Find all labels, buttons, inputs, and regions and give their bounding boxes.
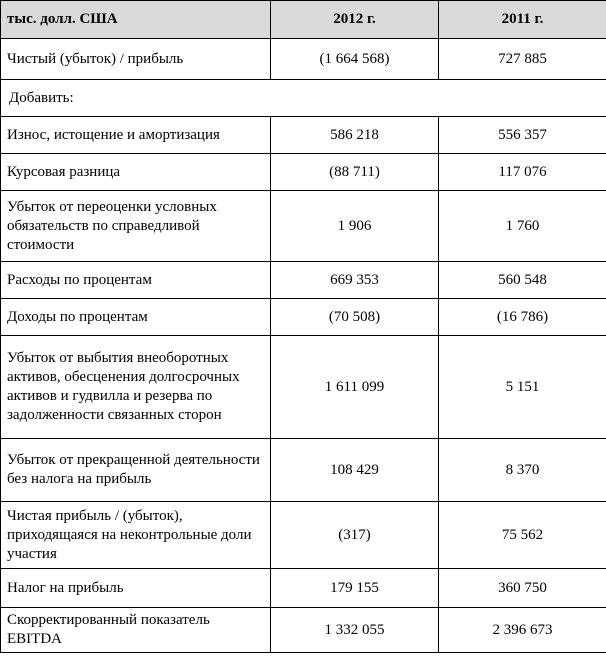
year-2012-header: 2012 г. [271, 1, 439, 39]
row-label: Чистый (убыток) / прибыль [1, 39, 271, 80]
row-label: Чистая прибыль / (убыток), приходящаяся на неконтрольные доли участия [1, 502, 271, 569]
value-2012: (317) [271, 502, 439, 569]
table-row [1, 569, 606, 608]
row-label: Убыток от выбытия внеоборотных активов, обесценения долгосрочных активов и гудвилла и резерва по задолженности связанных сторон [1, 336, 271, 439]
row-label: Курсовая разница [1, 154, 271, 191]
value-2012: 108 429 [271, 439, 439, 502]
row-label: Расходы по процентам [1, 262, 271, 299]
row-label: Износ, истощение и амортизация [1, 117, 271, 154]
value-2011: 117 076 [439, 154, 606, 191]
year-2011-header: 2011 г. [439, 1, 606, 39]
table-row [1, 299, 606, 336]
row-label: Скорректированный показатель EBITDA [1, 608, 271, 653]
value-2011: 2 396 673 [439, 608, 606, 653]
unit-header: тыс. долл. США [1, 1, 271, 39]
value-2012: (1 664 568) [271, 39, 439, 80]
value-2012: 586 218 [271, 117, 439, 154]
row-label: Убыток от переоценки условных обязательств по справедливой стоимости [1, 191, 271, 262]
table-row [1, 117, 606, 154]
table-row [1, 336, 606, 439]
total-row [1, 608, 606, 653]
value-2011: 5 151 [439, 336, 606, 439]
value-2011: 75 562 [439, 502, 606, 569]
table-row [1, 154, 606, 191]
value-2012: 1 611 099 [271, 336, 439, 439]
value-2011: 360 750 [439, 569, 606, 608]
value-2011: 1 760 [439, 191, 606, 262]
value-2012: 669 353 [271, 262, 439, 299]
value-2011: 560 548 [439, 262, 606, 299]
table-row [1, 39, 606, 80]
row-label: Убыток от прекращенной деятельности без налога на прибыль [1, 439, 271, 502]
value-2011: 8 370 [439, 439, 606, 502]
value-2011: (16 786) [439, 299, 606, 336]
row-label: Доходы по процентам [1, 299, 271, 336]
section-row [1, 80, 606, 117]
section-label: Добавить: [1, 80, 606, 117]
value-2012: 179 155 [271, 569, 439, 608]
value-2011: 556 357 [439, 117, 606, 154]
row-label: Налог на прибыль [1, 569, 271, 608]
table-row [1, 262, 606, 299]
table-row [1, 439, 606, 502]
table-header-row [1, 1, 606, 39]
table-row [1, 191, 606, 262]
value-2012: (88 711) [271, 154, 439, 191]
value-2012: 1 332 055 [271, 608, 439, 653]
value-2011: 727 885 [439, 39, 606, 80]
value-2012: 1 906 [271, 191, 439, 262]
table-row [1, 502, 606, 569]
value-2012: (70 508) [271, 299, 439, 336]
